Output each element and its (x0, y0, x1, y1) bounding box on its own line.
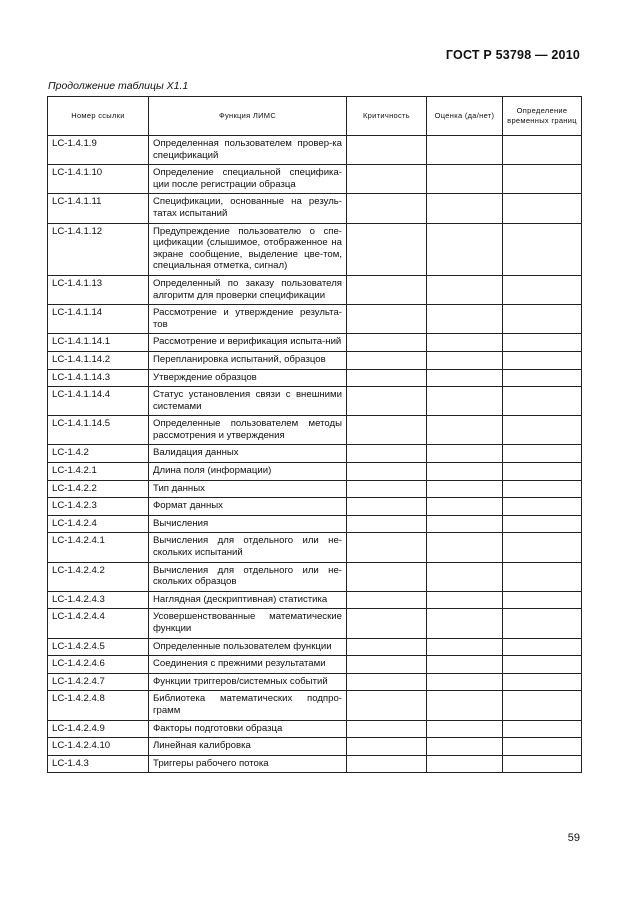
table-row (48, 463, 582, 481)
function-cell: Предупреждение пользователю о спе-цификации (слышимое, отображенное на экране сообщение, выделение цве-том, специальная отметка, сигнал) (149, 223, 347, 275)
criticality-cell (347, 136, 427, 165)
ref-cell: LC-1.4.2.4.2 (48, 562, 149, 591)
function-cell: Определение специальной специфика-ции после регистрации образца (149, 165, 347, 194)
time-limits-cell (503, 416, 582, 445)
function-cell: Наглядная (дескриптивная) статистика (149, 591, 347, 609)
function-cell: Определенная пользователем провер-ка спецификаций (149, 136, 347, 165)
time-limits-cell (503, 738, 582, 756)
criticality-cell (347, 463, 427, 481)
assessment-cell (427, 562, 503, 591)
table-row (48, 738, 582, 756)
time-limits-cell (503, 720, 582, 738)
time-limits-cell (503, 223, 582, 275)
assessment-cell (427, 609, 503, 638)
ref-cell: LC-1.4.2.4.8 (48, 691, 149, 720)
assessment-cell (427, 445, 503, 463)
table-row (48, 305, 582, 334)
criticality-cell (347, 515, 427, 533)
criticality-cell (347, 656, 427, 674)
assessment-cell (427, 591, 503, 609)
criticality-cell (347, 275, 427, 304)
time-limits-cell (503, 305, 582, 334)
function-cell: Длина поля (информации) (149, 463, 347, 481)
table-row (48, 136, 582, 165)
assessment-cell (427, 755, 503, 773)
criticality-cell (347, 351, 427, 369)
function-cell: Усовершенствованные математические функции (149, 609, 347, 638)
criticality-cell (347, 673, 427, 691)
table-row (48, 562, 582, 591)
column-header-assessment: Оценка (да/нет) (427, 97, 503, 136)
function-cell: Факторы подготовки образца (149, 720, 347, 738)
table-row (48, 656, 582, 674)
function-cell: Определенный по заказу пользователя алгоритм для проверки спецификации (149, 275, 347, 304)
time-limits-cell (503, 369, 582, 387)
assessment-cell (427, 720, 503, 738)
ref-cell: LC-1.4.1.9 (48, 136, 149, 165)
ref-cell: LC-1.4.2.4.3 (48, 591, 149, 609)
ref-cell: LC-1.4.2.3 (48, 498, 149, 516)
table-row (48, 515, 582, 533)
time-limits-cell (503, 275, 582, 304)
criticality-cell (347, 445, 427, 463)
assessment-cell (427, 305, 503, 334)
ref-cell: LC-1.4.2 (48, 445, 149, 463)
ref-cell: LC-1.4.2.4.7 (48, 673, 149, 691)
criticality-cell (347, 334, 427, 352)
ref-cell: LC-1.4.1.14.4 (48, 387, 149, 416)
table-row (48, 275, 582, 304)
criticality-cell (347, 591, 427, 609)
assessment-cell (427, 387, 503, 416)
table-row (48, 334, 582, 352)
table-row (48, 351, 582, 369)
assessment-cell (427, 533, 503, 562)
table-caption: Продолжение таблицы Х1.1 (48, 80, 189, 92)
page-number: 59 (567, 832, 580, 844)
function-cell: Определенные пользователем функции (149, 638, 347, 656)
criticality-cell (347, 562, 427, 591)
assessment-cell (427, 165, 503, 194)
time-limits-cell (503, 755, 582, 773)
assessment-cell (427, 463, 503, 481)
ref-cell: LC-1.4.2.4.6 (48, 656, 149, 674)
time-limits-cell (503, 351, 582, 369)
time-limits-cell (503, 463, 582, 481)
assessment-cell (427, 480, 503, 498)
table-row (48, 720, 582, 738)
assessment-cell (427, 638, 503, 656)
assessment-cell (427, 194, 503, 223)
table-row (48, 591, 582, 609)
function-cell: Статус установления связи с внешними системами (149, 387, 347, 416)
ref-cell: LC-1.4.2.4.1 (48, 533, 149, 562)
table-row (48, 194, 582, 223)
time-limits-cell (503, 387, 582, 416)
function-cell: Перепланировка испытаний, образцов (149, 351, 347, 369)
criticality-cell (347, 720, 427, 738)
time-limits-cell (503, 562, 582, 591)
ref-cell: LC-1.4.2.4.9 (48, 720, 149, 738)
criticality-cell (347, 691, 427, 720)
criticality-cell (347, 638, 427, 656)
function-cell: Валидация данных (149, 445, 347, 463)
assessment-cell (427, 351, 503, 369)
criticality-cell (347, 305, 427, 334)
function-cell: Функции триггеров/системных событий (149, 673, 347, 691)
criticality-cell (347, 194, 427, 223)
criticality-cell (347, 533, 427, 562)
table-row (48, 498, 582, 516)
ref-cell: LC-1.4.1.14 (48, 305, 149, 334)
ref-cell: LC-1.4.2.4.4 (48, 609, 149, 638)
time-limits-cell (503, 445, 582, 463)
ref-cell: LC-1.4.2.4 (48, 515, 149, 533)
function-cell: Утверждение образцов (149, 369, 347, 387)
function-cell: Формат данных (149, 498, 347, 516)
assessment-cell (427, 369, 503, 387)
table-row (48, 691, 582, 720)
column-header-criticality: Критичность (347, 97, 427, 136)
ref-cell: LC-1.4.1.14.5 (48, 416, 149, 445)
column-header-function: Функция ЛИМС (149, 97, 347, 136)
function-cell: Вычисления (149, 515, 347, 533)
function-cell: Вычисления для отдельного или не-скольких образцов (149, 562, 347, 591)
assessment-cell (427, 656, 503, 674)
table-row (48, 387, 582, 416)
table-row (48, 445, 582, 463)
function-cell: Библиотека математических подпро-грамм (149, 691, 347, 720)
function-cell: Определенные пользователем методы рассмотрения и утверждения (149, 416, 347, 445)
assessment-cell (427, 334, 503, 352)
criticality-cell (347, 387, 427, 416)
time-limits-cell (503, 638, 582, 656)
function-cell: Рассмотрение и утверждение результа-тов (149, 305, 347, 334)
ref-cell: LC-1.4.1.14.2 (48, 351, 149, 369)
table-row (48, 223, 582, 275)
table-row (48, 416, 582, 445)
function-cell: Тип данных (149, 480, 347, 498)
table-row (48, 673, 582, 691)
table-header-row (48, 97, 582, 136)
time-limits-cell (503, 136, 582, 165)
assessment-cell (427, 515, 503, 533)
criticality-cell (347, 480, 427, 498)
ref-cell: LC-1.4.1.10 (48, 165, 149, 194)
time-limits-cell (503, 591, 582, 609)
time-limits-cell (503, 480, 582, 498)
time-limits-cell (503, 498, 582, 516)
assessment-cell (427, 136, 503, 165)
table-row (48, 369, 582, 387)
time-limits-cell (503, 691, 582, 720)
assessment-cell (427, 416, 503, 445)
function-cell: Спецификации, основанные на резуль-татах испытаний (149, 194, 347, 223)
table-row (48, 165, 582, 194)
ref-cell: LC-1.4.1.14.1 (48, 334, 149, 352)
table-row (48, 533, 582, 562)
criticality-cell (347, 755, 427, 773)
lims-functions-table (47, 96, 582, 773)
criticality-cell (347, 369, 427, 387)
column-header-time-limits: Определение временных границ (503, 97, 582, 136)
table-row (48, 609, 582, 638)
criticality-cell (347, 223, 427, 275)
time-limits-cell (503, 515, 582, 533)
assessment-cell (427, 498, 503, 516)
function-cell: Рассмотрение и верификация испыта-ний (149, 334, 347, 352)
assessment-cell (427, 223, 503, 275)
document-standard-header: ГОСТ Р 53798 — 2010 (445, 48, 580, 62)
ref-cell: LC-1.4.1.14.3 (48, 369, 149, 387)
time-limits-cell (503, 165, 582, 194)
function-cell: Линейная калибровка (149, 738, 347, 756)
criticality-cell (347, 165, 427, 194)
table-row (48, 480, 582, 498)
time-limits-cell (503, 656, 582, 674)
time-limits-cell (503, 533, 582, 562)
criticality-cell (347, 738, 427, 756)
ref-cell: LC-1.4.2.4.5 (48, 638, 149, 656)
time-limits-cell (503, 673, 582, 691)
ref-cell: LC-1.4.1.13 (48, 275, 149, 304)
time-limits-cell (503, 609, 582, 638)
ref-cell: LC-1.4.3 (48, 755, 149, 773)
assessment-cell (427, 275, 503, 304)
criticality-cell (347, 416, 427, 445)
time-limits-cell (503, 334, 582, 352)
time-limits-cell (503, 194, 582, 223)
assessment-cell (427, 691, 503, 720)
table-row (48, 755, 582, 773)
ref-cell: LC-1.4.1.11 (48, 194, 149, 223)
function-cell: Вычисления для отдельного или не-скольких испытаний (149, 533, 347, 562)
table-row (48, 638, 582, 656)
criticality-cell (347, 498, 427, 516)
function-cell: Триггеры рабочего потока (149, 755, 347, 773)
ref-cell: LC-1.4.2.4.10 (48, 738, 149, 756)
ref-cell: LC-1.4.1.12 (48, 223, 149, 275)
function-cell: Соединения с прежними результатами (149, 656, 347, 674)
assessment-cell (427, 738, 503, 756)
ref-cell: LC-1.4.2.2 (48, 480, 149, 498)
ref-cell: LC-1.4.2.1 (48, 463, 149, 481)
assessment-cell (427, 673, 503, 691)
criticality-cell (347, 609, 427, 638)
column-header-ref: Номер ссылки (48, 97, 149, 136)
